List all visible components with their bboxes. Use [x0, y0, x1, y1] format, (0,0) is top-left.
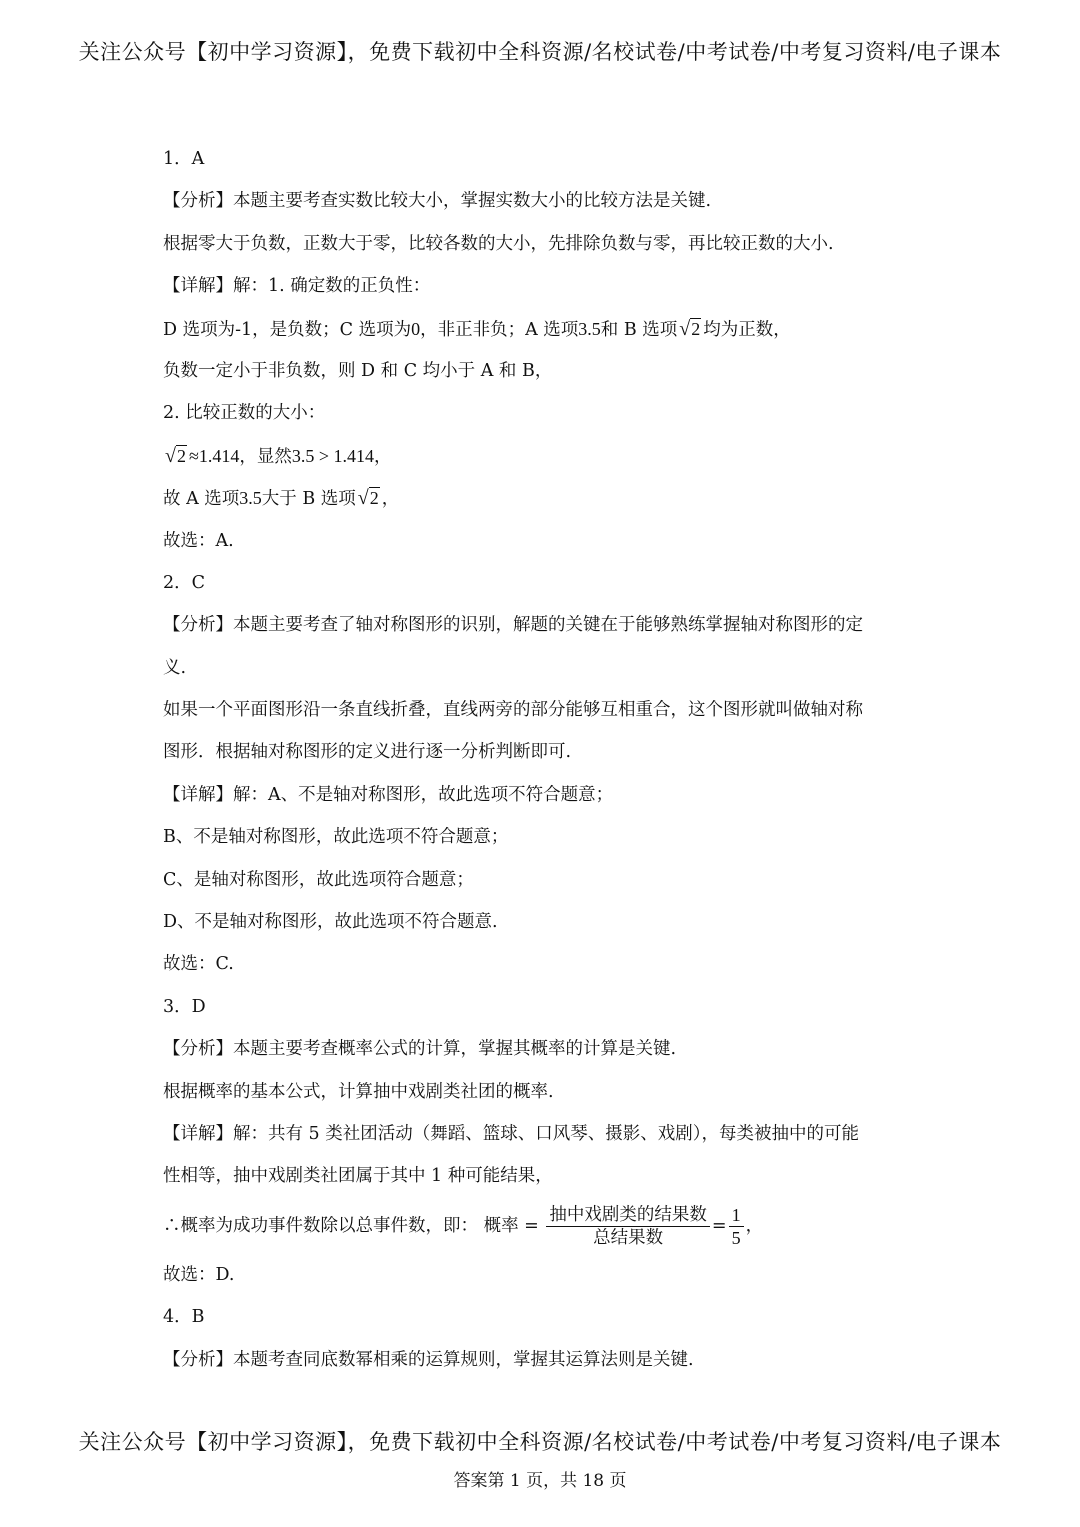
q3-answer: 故选：D.	[163, 1264, 235, 1285]
q2-analysis-2-cont: 图形．根据轴对称图形的定义进行逐一分析判断即可.	[163, 742, 572, 763]
text: 均为正数，	[703, 319, 791, 340]
fraction	[546, 1204, 710, 1249]
q3-analysis-2: 根据概率的基本公式，计算抽中戏剧类社团的概率.	[163, 1081, 554, 1102]
text: ，	[381, 489, 400, 510]
top-banner: 关注公众号【初中学习资源】，免费下载初中全科资源/名校试卷/中考试卷/中考复习资料/电子课本	[78, 40, 1002, 64]
q1-detail-1: 【详解】解：1. 确定数的正负性：	[163, 276, 431, 297]
page-footer: 答案第 1 页，共 18 页	[453, 1471, 627, 1491]
probability-label: 概率 =	[483, 1215, 539, 1236]
q2-detail-2: B、不是轴对称图形，故此选项不符合题意；	[163, 827, 509, 848]
q1-detail-5	[163, 435, 923, 477]
math-value: 3.5	[239, 488, 262, 509]
fraction-denominator: 5	[731, 1227, 741, 1248]
q3-detail-2: 性相等，抽中戏剧类社团属于其中 1 种可能结果，	[163, 1166, 553, 1187]
math-approx: ≈1.414	[188, 445, 240, 466]
q3-analysis: 【分析】本题主要考查概率公式的计算，掌握其概率的计算是关键.	[163, 1039, 677, 1060]
bottom-banner: 关注公众号【初中学习资源】，免费下载初中全科资源/名校试卷/中考试卷/中考复习资料/电子课本	[78, 1430, 1002, 1454]
fraction-numerator: 抽中戏剧类的结果数	[546, 1204, 710, 1227]
q2-answer: 故选：C.	[163, 954, 234, 975]
q1-answer: 故选：A.	[163, 530, 234, 551]
text: 故 A 选项	[163, 489, 240, 510]
q2-header: 2．C	[163, 572, 206, 593]
fraction	[729, 1204, 744, 1249]
q1-analysis: 【分析】本题主要考查实数比较大小，掌握实数大小的比较方法是关键.	[163, 191, 712, 212]
fraction-denominator: 总结果数	[593, 1227, 664, 1248]
q1-analysis-2: 根据零大于负数，正数大于零，比较各数的大小，先排除负数与零，再比较正数的大小.	[163, 233, 834, 254]
q2-analysis-2: 如果一个平面图形沿一条直线折叠，直线两旁的部分能够互相重合，这个图形就叫做轴对称	[163, 700, 863, 721]
q1-header: 1．A	[163, 149, 205, 169]
q2-analysis-cont: 义.	[163, 657, 187, 678]
math-inequality: 3.5 > 1.414	[291, 445, 375, 466]
text: ∴概率为成功事件数除以总事件数，即：	[163, 1215, 478, 1236]
q2-detail-3: C、是轴对称图形，故此选项符合题意；	[163, 869, 474, 890]
q1-detail-3: 负数一定小于非负数，则 D 和 C 均小于 A 和 B，	[163, 360, 553, 381]
sqrt-expression: √2	[165, 444, 186, 467]
q3-header: 3．D	[163, 996, 206, 1017]
q3-detail-3	[163, 1198, 923, 1254]
q2-analysis: 【分析】本题主要考查了轴对称图形的识别，解题的关键在于能够熟练掌握轴对称图形的定	[163, 615, 863, 636]
text: ，	[745, 1215, 764, 1236]
text: D 选项为-1，是负数；C 选项为	[163, 319, 412, 340]
q1-detail-6	[163, 477, 923, 519]
text: ，显然	[239, 446, 292, 467]
q2-detail-4: D、不是轴对称图形，故此选项不符合题意.	[163, 912, 498, 933]
text: ，	[374, 446, 392, 467]
q4-header: 4．B	[163, 1307, 205, 1328]
fraction-numerator: 1	[729, 1204, 744, 1227]
text: 和 B 选项	[600, 319, 678, 340]
q1-detail-2	[163, 308, 923, 350]
math-zero: 0	[411, 318, 421, 339]
sqrt-expression: √2	[679, 317, 701, 340]
equals: =	[711, 1215, 727, 1236]
text: 大于 B 选项	[261, 489, 356, 510]
q3-detail-1: 【详解】解：共有 5 类社团活动（舞蹈、篮球、口风琴、摄影、戏剧），每类被抽中的可能	[163, 1123, 860, 1144]
sqrt-argument: 2	[176, 445, 186, 466]
sqrt-expression: √2	[357, 487, 379, 510]
math-value: 3.5	[578, 318, 601, 339]
q1-detail-4: 2. 比较正数的大小：	[163, 403, 326, 424]
answer-content	[163, 138, 923, 1381]
sqrt-argument: 2	[369, 488, 379, 509]
q2-detail-1: 【详解】解：A、不是轴对称图形，故此选项不符合题意；	[163, 784, 614, 805]
text: ，非正非负；A 选项	[420, 319, 579, 340]
q4-analysis: 【分析】本题考查同底数幂相乘的运算规则，掌握其运算法则是关键.	[163, 1349, 694, 1370]
sqrt-argument: 2	[691, 318, 701, 339]
